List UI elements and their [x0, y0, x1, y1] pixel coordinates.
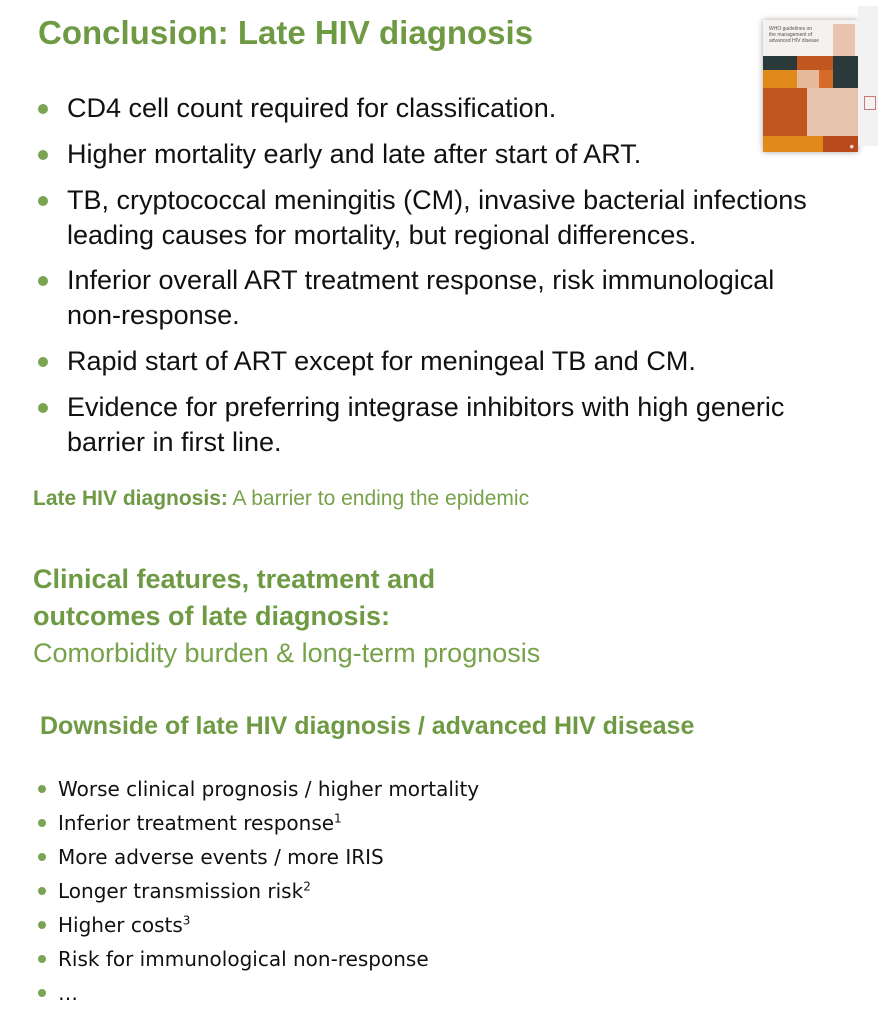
list-item-text: Risk for immunological non-response	[58, 947, 429, 971]
bullet-text: Evidence for preferring integrase inhibitors with high generic	[67, 392, 785, 422]
list-item	[38, 845, 558, 869]
subtitle-bold: Late HIV diagnosis:	[33, 487, 228, 510]
section-heading	[33, 561, 435, 635]
bullet-item	[38, 91, 878, 126]
bullet-dot	[38, 403, 48, 413]
bullet-item	[38, 263, 878, 333]
footnote-ref: 3	[182, 913, 191, 928]
subtitle-rest: A barrier to ending the epidemic	[227, 487, 530, 510]
bullet-text-continued: barrier in first line.	[67, 427, 282, 457]
bullet-item	[38, 390, 878, 460]
footnote-ref: 2	[303, 879, 311, 894]
footnote-ref: 1	[334, 811, 342, 826]
bullet-dot	[38, 819, 46, 827]
bullet-text: CD4 cell count required for classification.	[67, 93, 557, 123]
list-item	[38, 981, 558, 1005]
bullet-dot	[38, 921, 46, 929]
bullet-item	[38, 183, 878, 253]
list-item-text: Longer transmission risk$^2$	[58, 879, 311, 903]
bullet-dot	[38, 785, 46, 793]
bullet-item	[38, 344, 878, 379]
section-subheading: Comorbidity burden & long-term prognosis	[33, 638, 541, 668]
bullet-dot	[38, 989, 46, 997]
downside-heading: Downside of late HIV diagnosis / advanced HIV disease	[40, 712, 695, 740]
bullet-text: Inferior overall ART treatment response, risk immunological	[67, 265, 775, 295]
list-item-text: Higher costs$^3$	[58, 913, 191, 937]
list-item-text: Inferior treatment response$^1$	[58, 811, 342, 835]
list-item	[38, 777, 558, 801]
cover-title: WHO guidelines on the management of advanced HIV disease	[769, 26, 820, 44]
cover-edge-tag	[864, 96, 876, 110]
bullet-text-continued: non-response.	[67, 300, 240, 330]
bullet-dot	[38, 955, 46, 963]
bullet-dot	[38, 357, 48, 367]
bullet-dot	[38, 276, 48, 286]
guideline-cover-image	[763, 20, 858, 152]
list-item	[38, 913, 558, 937]
slide-subtitle	[33, 487, 529, 511]
bullet-item	[38, 137, 878, 172]
bullet-dot	[38, 196, 48, 206]
list-item-text: More adverse events / more IRIS	[58, 845, 384, 869]
slide-title: Conclusion: Late HIV diagnosis	[38, 14, 534, 51]
section-heading-line: Clinical features, treatment and	[33, 564, 436, 594]
bullet-text: Higher mortality early and late after start of ART.	[67, 139, 642, 169]
section-heading-line: outcomes of late diagnosis:	[33, 601, 391, 631]
bullet-dot	[38, 150, 48, 160]
bullet-dot	[38, 887, 46, 895]
who-logo-icon: ◉	[849, 144, 854, 150]
bullet-text: Rapid start of ART except for meningeal TB and CM.	[67, 346, 696, 376]
bullet-dot	[38, 853, 46, 861]
bullet-dot	[38, 104, 48, 114]
list-item-text: …	[58, 981, 78, 1005]
list-item	[38, 879, 558, 903]
list-item-text: Worse clinical prognosis / higher mortality	[58, 777, 480, 801]
list-item	[38, 947, 558, 971]
bullet-text-continued: leading causes for mortality, but regional differences.	[67, 220, 697, 250]
list-item	[38, 811, 558, 835]
bullet-text: TB, cryptococcal meningitis (CM), invasive bacterial infections	[67, 185, 807, 215]
guideline-cover-edge	[858, 6, 878, 146]
